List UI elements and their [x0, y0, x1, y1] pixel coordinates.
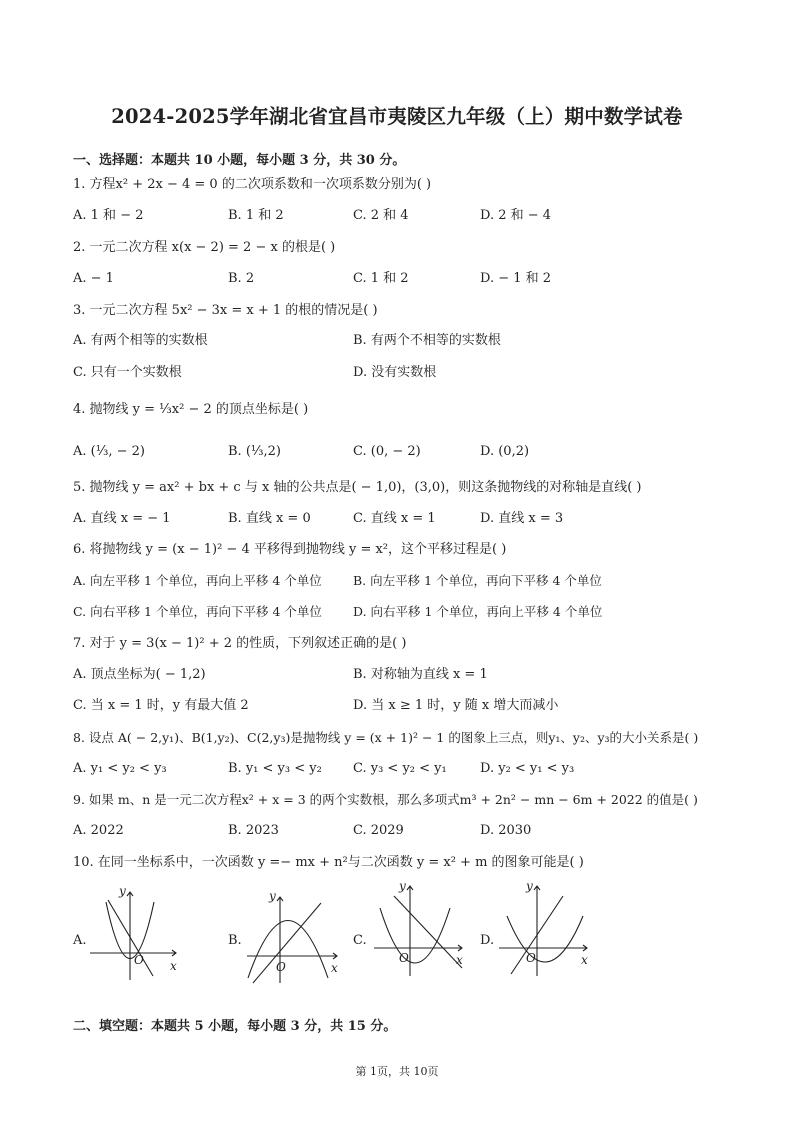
q6-option-a[interactable]: A. 向左平移 1 个单位，再向上平移 4 个单位 [73, 573, 322, 588]
q3-option-b[interactable]: B. 有两个不相等的实数根 [353, 333, 501, 348]
q3-option-a[interactable]: A. 有两个相等的实数根 [73, 333, 208, 348]
q1-option-b[interactable]: B. 1 和 2 [228, 208, 284, 223]
question-10: 10. 在同一坐标系中，一次函数 y =− mx + n²与二次函数 y = x² + m 的图象可能是( ) [73, 855, 584, 870]
q3-option-c[interactable]: C. 只有一个实数根 [73, 365, 182, 380]
graph-a-x-label: x [170, 959, 177, 973]
question-4: 4. 抛物线 y = ⅓x² − 2 的顶点坐标是( ) [73, 402, 309, 417]
q8-option-c[interactable]: C. y₃ < y₂ < y₁ [353, 761, 447, 776]
q7-option-c[interactable]: C. 当 x = 1 时，y 有最大值 2 [73, 698, 249, 713]
graph-b-y-label: y [269, 889, 276, 903]
q8-option-b[interactable]: B. y₁ < y₃ < y₂ [228, 761, 322, 776]
q2-option-b[interactable]: B. 2 [228, 271, 255, 286]
q1-option-d[interactable]: D. 2 和 − 4 [480, 208, 552, 223]
question-8: 8. 设点 A( − 2,y₁)、B(1,y₂)、C(2,y₃)是抛物线 y = (x + 1)² − 1 的图象上三点，则y₁、y₂、y₃的大小关系是( ) [73, 730, 699, 745]
q6-option-b[interactable]: B. 向左平移 1 个单位，再向下平移 4 个单位 [353, 573, 602, 588]
q2-option-c[interactable]: C. 1 和 2 [353, 271, 409, 286]
q3-option-d[interactable]: D. 没有实数根 [353, 365, 437, 380]
q5-option-c[interactable]: C. 直线 x = 1 [353, 511, 436, 526]
graph-a-origin: O [134, 953, 144, 967]
graph-d-y-label: y [526, 879, 533, 893]
q10-option-a[interactable]: A. [73, 933, 87, 948]
page-title: 2024-2025学年湖北省宜昌市夷陵区九年级（上）期中数学试卷 [111, 105, 683, 128]
graph-c-y-label: y [399, 879, 406, 893]
graph-a[interactable] [88, 880, 188, 980]
graph-d-origin: O [526, 951, 536, 965]
question-1: 1. 方程x² + 2x − 4 = 0 的二次项系数和一次项系数分别为( ) [73, 177, 432, 192]
q2-option-d[interactable]: D. − 1 和 2 [480, 271, 552, 286]
q7-option-b[interactable]: B. 对称轴为直线 x = 1 [353, 667, 488, 682]
graph-d[interactable] [495, 878, 595, 978]
graph-c-parabola [380, 908, 450, 963]
question-2: 2. 一元二次方程 x(x − 2) = 2 − x 的根是( ) [73, 240, 336, 255]
q5-option-b[interactable]: B. 直线 x = 0 [228, 511, 311, 526]
q5-option-d[interactable]: D. 直线 x = 3 [480, 511, 564, 526]
question-5: 5. 抛物线 y = ax² + bx + c 与 x 轴的公共点是( − 1,0)，(3,0)，则这条抛物线的对称轴是直线( ) [73, 480, 642, 495]
q1-option-a[interactable]: A. 1 和 − 2 [73, 208, 144, 223]
graph-a-y-label: y [119, 884, 126, 898]
question-9: 9. 如果 m、n 是一元二次方程x² + x = 3 的两个实数根，那么多项式m³ + 2n² − mn − 6m + 2022 的值是( ) [73, 792, 698, 807]
graph-b-x-label: x [331, 961, 338, 975]
graph-c-x-label: x [456, 953, 463, 967]
q2-option-a[interactable]: A. − 1 [73, 271, 114, 286]
q7-option-d[interactable]: D. 当 x ≥ 1 时，y 随 x 增大而减小 [353, 698, 559, 713]
graph-d-x-label: x [581, 953, 588, 967]
q6-option-c[interactable]: C. 向右平移 1 个单位，再向下平移 4 个单位 [73, 604, 322, 619]
q4-option-c[interactable]: C. (0, − 2) [353, 444, 421, 459]
graph-b-origin: O [276, 960, 286, 974]
graph-b-parabola [248, 921, 328, 979]
q4-option-d[interactable]: D. (0,2) [480, 444, 530, 459]
q4-option-a[interactable]: A. (⅓, − 2) [73, 444, 145, 459]
graph-c-origin: O [399, 951, 409, 965]
q4-option-b[interactable]: B. (⅓,2) [228, 444, 281, 459]
q1-option-c[interactable]: C. 2 和 4 [353, 208, 409, 223]
q10-option-d[interactable]: D. [480, 933, 495, 948]
q6-option-d[interactable]: D. 向右平移 1 个单位，再向上平移 4 个单位 [353, 604, 603, 619]
q9-option-b[interactable]: B. 2023 [228, 823, 279, 838]
page-footer: 第 1页，共 10页 [355, 1065, 439, 1078]
q10-option-c[interactable]: C. [353, 933, 367, 948]
question-6: 6. 将抛物线 y = (x − 1)² − 4 平移得到抛物线 y = x²，这个平移过程是( ) [73, 542, 507, 557]
q8-option-d[interactable]: D. y₂ < y₁ < y₃ [480, 761, 575, 776]
section-header-choice: 一、选择题：本题共 10 小题，每小题 3 分，共 30 分。 [73, 153, 406, 168]
q9-option-d[interactable]: D. 2030 [480, 823, 532, 838]
q7-option-a[interactable]: A. 顶点坐标为( − 1,2) [73, 667, 206, 682]
q8-option-a[interactable]: A. y₁ < y₂ < y₃ [73, 761, 167, 776]
question-3: 3. 一元二次方程 5x² − 3x = x + 1 的根的情况是( ) [73, 303, 378, 318]
graph-c[interactable] [370, 878, 470, 978]
question-7: 7. 对于 y = 3(x − 1)² + 2 的性质，下列叙述正确的是( ) [73, 636, 407, 651]
q10-option-b[interactable]: B. [228, 933, 242, 948]
q9-option-a[interactable]: A. 2022 [73, 823, 124, 838]
q5-option-a[interactable]: A. 直线 x = − 1 [73, 511, 171, 526]
q9-option-c[interactable]: C. 2029 [353, 823, 404, 838]
section-header-fill: 二、填空题：本题共 5 小题，每小题 3 分，共 15 分。 [73, 1019, 397, 1034]
graph-b[interactable] [243, 883, 343, 983]
